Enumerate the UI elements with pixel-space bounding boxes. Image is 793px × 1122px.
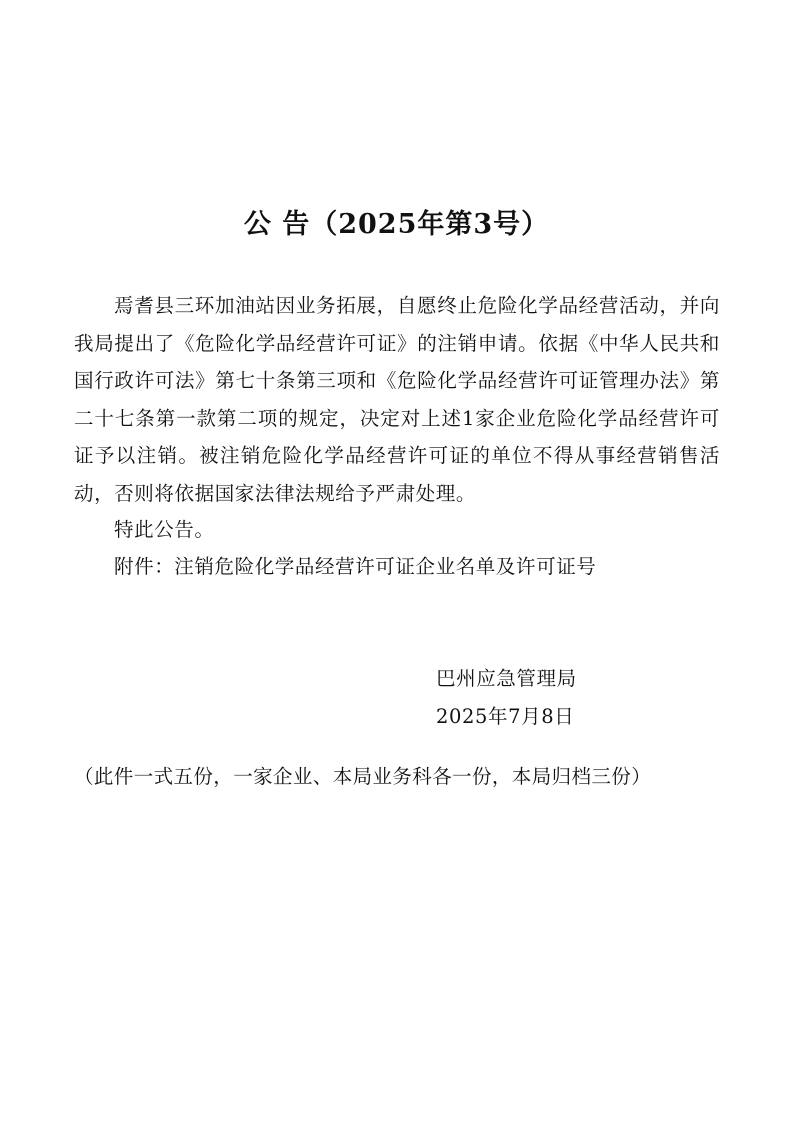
distribution-note: （此件一式五份，一家企业、本局业务科各一份，本局归档三份）: [74, 765, 652, 788]
signature-organization: 巴州应急管理局: [436, 667, 577, 690]
attachment-line: 附件：注销危险化学品经营许可证企业名单及许可证号: [114, 555, 597, 578]
closing-line: 特此公告。: [114, 518, 215, 541]
signature-date: 2025年7月8日: [436, 704, 575, 728]
body-paragraph: 焉耆县三环加油站因业务拓展，自愿终止危险化学品经营活动，并向我局提出了《危险化学品经营许可证》的注销申请。依据《中华人民共和国行政许可法》第七十条第三项和《危险化学品经营许可证管理办法》第二十七条第一款第二项的规定，决定对上述1家企业危险化学品经营许可证予以注销。被注销危险化学品经营许可证的单位不得从事经营销售活动，否则将依据国家法律法规给予严肃处理。: [74, 294, 720, 505]
document-title: 公 告（2025年第3号）: [243, 209, 550, 240]
signature-block: [436, 660, 577, 735]
